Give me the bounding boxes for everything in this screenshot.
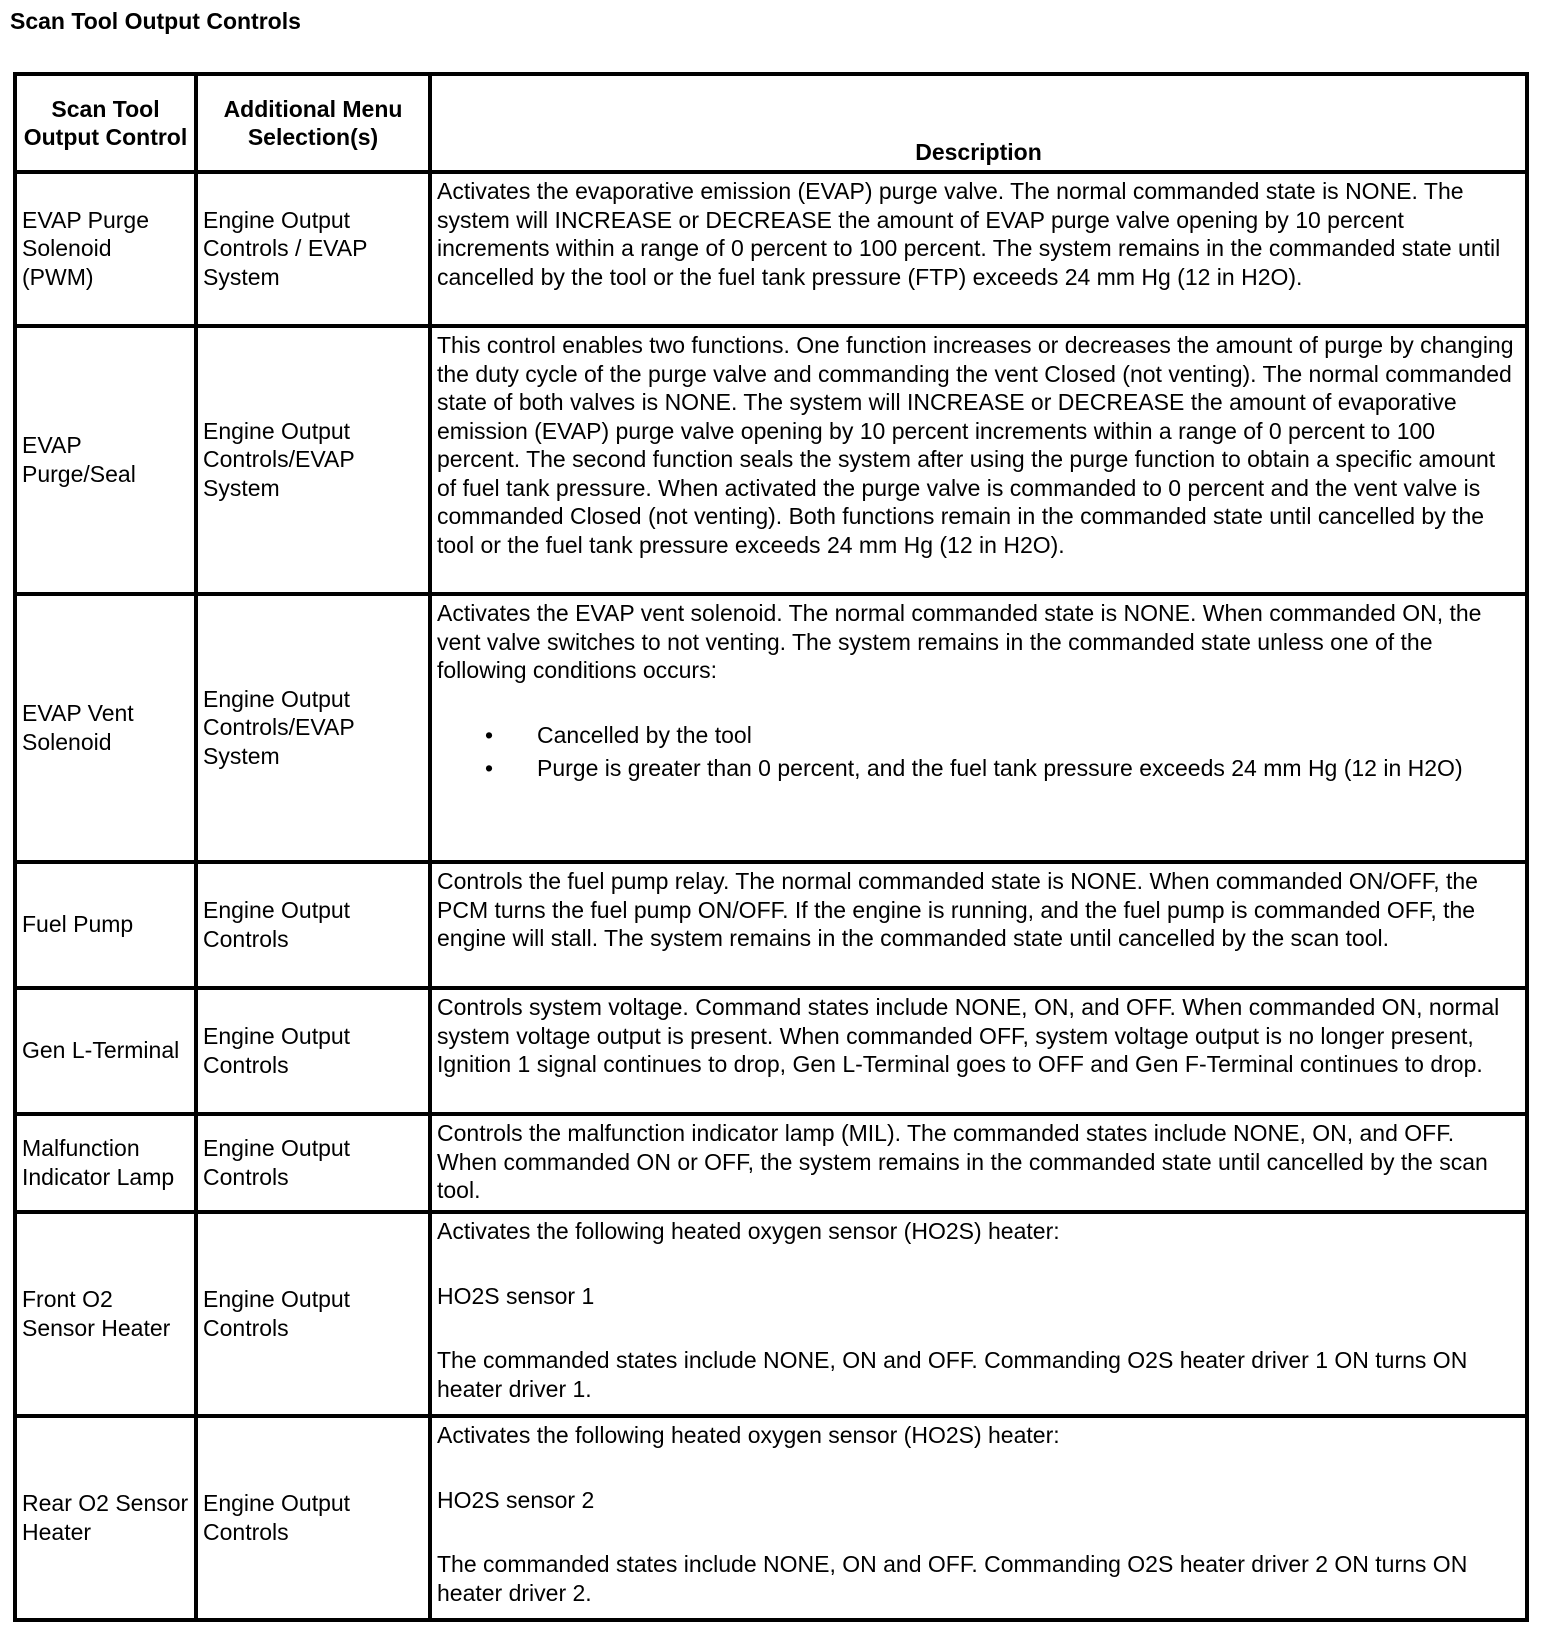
description-text: Activates the following heated oxygen sensor (HO2S) heater: [437, 1218, 1060, 1244]
sensor-detail: HO2S sensor 2 [437, 1486, 595, 1513]
description-note: The commanded states include NONE, ON and OFF. Commanding O2S heater driver 1 ON turns ON heater driver 1. [437, 1347, 1468, 1402]
page-title: Scan Tool Output Controls [10, 8, 301, 34]
control-cell: Malfunction Indicator Lamp [15, 1114, 196, 1212]
sensor-detail: HO2S sensor 1 [437, 1282, 595, 1309]
menu-cell: Engine Output Controls/EVAP System [196, 594, 430, 862]
description-cell [430, 862, 1527, 988]
menu-cell: Engine Output Controls [196, 1114, 430, 1212]
table-row [15, 862, 1527, 988]
description-cell [430, 326, 1527, 594]
control-cell: Gen L-Terminal [15, 988, 196, 1114]
description-note: The commanded states include NONE, ON and OFF. Commanding O2S heater driver 2 ON turns ON heater driver 2. [437, 1551, 1468, 1606]
header-row [15, 74, 1527, 172]
description-text: This control enables two functions. One function increases or decreases the amount of purge by changing the duty cycle of the purge valve and commanding the vent Closed (not venting). The normal commanded state of both valves is NONE. The system will INCREASE or DECREASE the amount of evaporative emission (EVAP) purge valve opening by 10 percent increments within a range of 0 percent to 100 percent. The second function seals the system after using the purge function to obtain a specific amount of fuel tank pressure. When activated the purge valve is commanded to 0 percent and the vent valve is commanded Closed (not venting). Both functions remain in the commanded state until cancelled by the tool or the fuel tank pressure exceeds 24 mm Hg (12 in H2O). [437, 332, 1514, 558]
control-cell: Fuel Pump [15, 862, 196, 988]
table-row [15, 988, 1527, 1114]
menu-cell: Engine Output Controls / EVAP System [196, 172, 430, 326]
list-item: • Cancelled by the tool [537, 721, 1520, 750]
table-row [15, 172, 1527, 326]
list-item: • Purge is greater than 0 percent, and the fuel tank pressure exceeds 24 mm Hg (12 in H2O) [537, 754, 1520, 783]
description-text: Controls the fuel pump relay. The normal commanded state is NONE. When commanded ON/OFF, the PCM turns the fuel pump ON/OFF. If the engine is running, and the fuel pump is commanded OFF, the engine will stall. The system remains in the commanded state until cancelled by the scan tool. [437, 868, 1478, 951]
description-cell [430, 1114, 1527, 1212]
description-cell [430, 988, 1527, 1114]
menu-cell: Engine Output Controls [196, 862, 430, 988]
output-controls-table [13, 72, 1529, 1622]
menu-cell: Engine Output Controls/EVAP System [196, 326, 430, 594]
control-cell: EVAP Purge Solenoid (PWM) [15, 172, 196, 326]
table-row [15, 1114, 1527, 1212]
table-row [15, 594, 1527, 862]
menu-cell: Engine Output Controls [196, 1416, 430, 1620]
description-text: Controls the malfunction indicator lamp (MIL). The commanded states include NONE, ON, and OFF. When commanded ON or OFF, the system remains in the commanded state until cancelled by the scan tool. [437, 1120, 1488, 1203]
table-row [15, 326, 1527, 594]
header-description: Description [430, 74, 1527, 172]
table-row [15, 1212, 1527, 1416]
header-scan-tool-output-control: Scan Tool Output Control [15, 74, 196, 172]
header-additional-menu-selections: Additional Menu Selection(s) [196, 74, 430, 172]
conditions-list [437, 721, 1520, 783]
description-text: Activates the evaporative emission (EVAP) purge valve. The normal commanded state is NONE. The system will INCREASE or DECREASE the amount of EVAP purge valve opening by 10 percent increments within a range of 0 percent to 100 percent. The system remains in the commanded state until cancelled by the tool or the fuel tank pressure (FTP) exceeds 24 mm Hg (12 in H2O). [437, 178, 1501, 290]
description-cell [430, 594, 1527, 862]
table-row [15, 1416, 1527, 1620]
description-text: Controls system voltage. Command states include NONE, ON, and OFF. When commanded ON, normal system voltage output is present. When commanded OFF, system voltage output is no longer present, Ignition 1 signal continues to drop, Gen L-Terminal goes to OFF and Gen F-Terminal continues to drop. [437, 994, 1500, 1077]
description-cell [430, 172, 1527, 326]
description-cell [430, 1416, 1527, 1620]
description-text: Activates the following heated oxygen sensor (HO2S) heater: [437, 1422, 1060, 1448]
control-cell: EVAP Purge/Seal [15, 326, 196, 594]
control-cell: EVAP Vent Solenoid [15, 594, 196, 862]
description-text: Activates the EVAP vent solenoid. The normal commanded state is NONE. When commanded ON, the vent valve switches to not venting. The system remains in the commanded state unless one of the following conditions occurs: [437, 600, 1482, 683]
menu-cell: Engine Output Controls [196, 988, 430, 1114]
description-cell [430, 1212, 1527, 1416]
menu-cell: Engine Output Controls [196, 1212, 430, 1416]
control-cell: Front O2 Sensor Heater [15, 1212, 196, 1416]
control-cell: Rear O2 Sensor Heater [15, 1416, 196, 1620]
